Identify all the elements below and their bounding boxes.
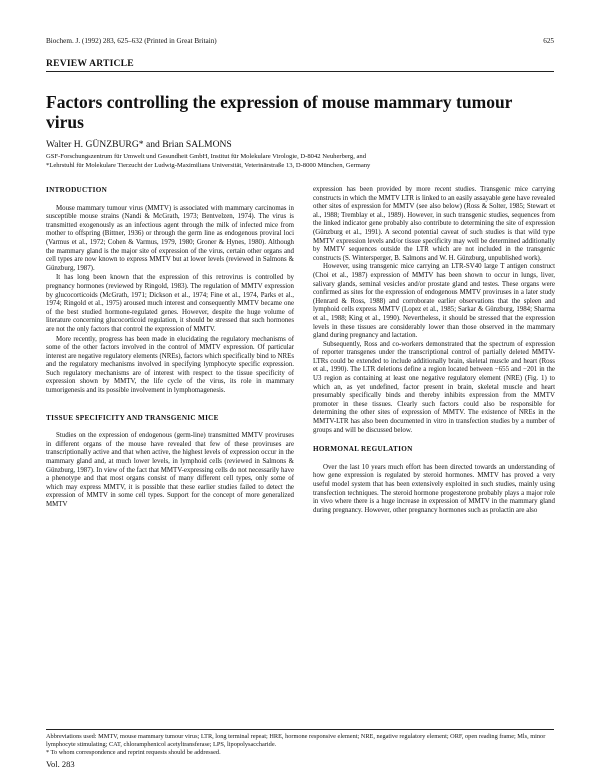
- volume-footer: Vol. 283: [46, 759, 75, 769]
- affiliation-line-1: GSF-Forschungszentrum für Umwelt und Gesundheit GmbH, Institut für Molekulare Virologie, D-8042 Neuherberg, and: [46, 153, 367, 160]
- paragraph: Studies on the expression of endogenous (germ-line) transmitted MMTV proviruses in different organs of the mouse have revealed that few of these proviruses are transcriptionally active and that when active, the highest levels of expression occur in the mammary gland and, at much lower levels, in lymphoid cells (reviewed in Salmons & Günzburg, 1987). In view of the fact that MMTV-expressing cells do not necessarily have a phenotype and that most organs consist of many different cell types, only some of which may express MMTV, it is possible that these earlier studies failed to detect the expression of MMTV in some cell types. Support for the concept of more generalized MMTV: [46, 432, 294, 508]
- article-title: Factors controlling the expression of mouse mammary tumour virus: [46, 92, 513, 132]
- header-divider: [46, 71, 554, 72]
- journal-citation: Biochem. J. (1992) 283, 625–632 (Printed in Great Britain): [46, 37, 217, 45]
- section-heading-hormonal-regulation: HORMONAL REGULATION: [313, 445, 413, 454]
- correspondence-note: * To whom correspondence and reprint requests should be addressed.: [46, 749, 221, 756]
- paragraph: However, using transgenic mice carrying an LTR-SV40 large T antigen construct (Choi et al., 1987) expression of MMTV has been shown to occur in lungs, liver, salivary glands, seminal vesicles and/or prostate gland and testes. These organs were confirmed as sites for the expression of endogenous MMTV proviruses in a later study (Henrard & Ross, 1988) and corroborate earlier observations that the spleen and lymphoid cells express MMTV (Lopez et al., 1985; Sarkar & Günzburg, 1984; Sharma et al., 1988; King et al., 1990). Nevertheless, it should be stressed that the expression levels in these tissues are considerably lower than those observed in the mammary gland during pregnancy and lactation.: [313, 263, 555, 340]
- paragraph: It has long been known that the expression of this retrovirus is controlled by pregnancy hormones (reviewed by Ringold, 1983). The regulation of MMTV expression by glucocorticoids (McGrath, 1971; Dickson et al., 1974; Fine et al., 1974, Parks et al., 1974; Ringold et al., 1975) aroused much interest and consequently MMTV became one of the best studied hormone-regulated genes. However, despite the huge volume of literature concerning glucocorticoid regulation, it should be stressed that such hormones are not the only factors that control the expression of MMTV.: [46, 274, 294, 333]
- affiliation-line-2: *Lehrstuhl für Molekulare Tierzucht der Ludwig-Maximilians Universität, Veterinärstraße 13, D-8000 München, Germany: [46, 162, 371, 169]
- affiliation: [46, 152, 566, 170]
- running-header: [46, 37, 554, 45]
- paragraph: expression has been provided by more recent studies. Transgenic mice carrying constructs in which the MMTV LTR is linked to an easily assayable gene have revealed other sites of expression for MMTV (see also below) (Ross & Solter, 1985; Stewart et al., 1988; Tremblay et al., 1989). However, in such transgenic studies, sequences from the linked indicator gene probably also contribute to determining the site of expression (Günzburg et al., 1991). A second potential caveat of such studies is that wild type MMTV expression levels and/or tissue specificity may well be determined additionally by MMTV sequences outside the LTR which are not included in the transgenic constructs (S. Wintersperger, B. Salmons and W. H. Günzburg, unpublished work).: [313, 186, 555, 262]
- authors: Walter H. GÜNZBURG* and Brian SALMONS: [46, 139, 232, 150]
- paragraph: More recently, progress has been made in elucidating the regulatory mechanisms of some of the other factors involved in the control of MMTV expression. Of particular interest are negative regulatory elements (NREs), factors which specifically bind to NREs and the regulatory mechanisms involved in specifying lymphocyte specific expression. Such regulatory mechanisms are of interest with respect to the tissue specificity of expression shown by MMTV, the life cycle of the virus, its role in mammary tumorigenesis and its possible involvement in lymphomagenesis.: [46, 335, 294, 395]
- abbreviations-note: Abbreviations used: MMTV, mouse mammary tumour virus; LTR, long terminal repeat; HRE, hormone responsive element; NRE, negative regulatory element; ORF, open reading frame; Mls, minor lymphocyte stimulating; CAT, chloramphenicol acetyltransferase; LPS, lipopolysaccharide.: [46, 733, 546, 748]
- paragraph: Subsequently, Ross and co-workers demonstrated that the spectrum of expression of reporter transgenes under the transcriptional control of partially deleted MMTV-LTRs could be extended to include additionally brain, skeletal muscle and heart (Ross et al., 1990). The LTR deletions define a region located between −655 and −201 in the U3 region as containing at least one negative regulatory element (NRE) (Fig. 1) to which an, as yet undefined, factor present in brain, skeletal muscle and heart presumably specifically binds and thereby inhibits expression from the MMTV promoter in these tissues. Clearly such factors could also be responsible for determining the other sites of expression of MMTV. The existence of NREs in the MMTV-LTR has also been documented in vitro in transfection studies by a number of groups and will be discussed below.: [313, 340, 555, 434]
- paragraph: Mouse mammary tumour virus (MMTV) is associated with mammary carcinomas in susceptible mouse strains (Nandi & McGrath, 1973; Bentvelzen, 1974). The virus is transmitted exogenously as an infectious agent through the milk of infected mice from mother to offspring (Bittner, 1936) or through the germ line as endogenous proviral loci (Varmus et al., 1972; Cohen & Varmus, 1979, 1980; Groner & Hynes, 1980). Although the mammary gland is the major site of expression of the virus, certain other organs and cell types are now known to express MMTV but at lower levels (reviewed in Salmons & Günzburg, 1987).: [46, 204, 294, 272]
- paragraph: Over the last 10 years much effort has been directed towards an understanding of how gene expression is regulated by steroid hormones. MMTV has proved a very useful model system that has been extensively exploited in such studies, mainly using transfection techniques. The steroid hormone progesterone probably plays a major role in vivo where there is a huge increase in expression of MMTV in the mammary gland during pregnancy. However, other pregnancy hormones such as prolactin are also: [313, 463, 555, 514]
- section-label: REVIEW ARTICLE: [46, 58, 134, 69]
- footnote-divider: [46, 729, 554, 730]
- right-column: [313, 186, 555, 515]
- left-column: [46, 186, 294, 510]
- section-heading-tissue-specificity: TISSUE SPECIFICITY AND TRANSGENIC MICE: [46, 413, 219, 422]
- section-heading-introduction: INTRODUCTION: [46, 186, 108, 194]
- page-number: 625: [543, 37, 554, 45]
- footnotes: [46, 733, 554, 757]
